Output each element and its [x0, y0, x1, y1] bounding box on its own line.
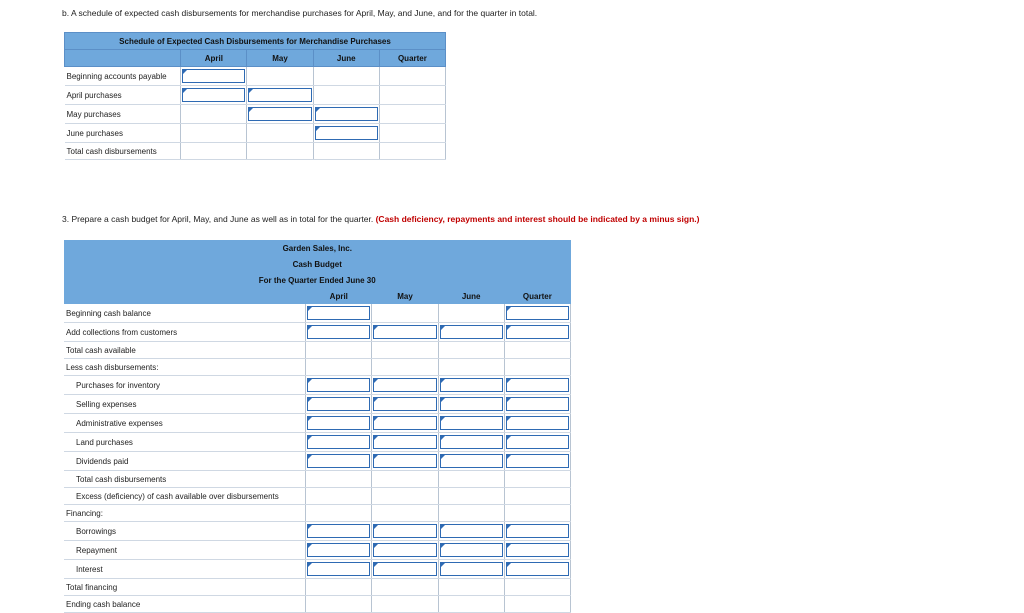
input-cell[interactable] — [373, 524, 436, 538]
row-label: Borrowings — [64, 522, 306, 541]
row-label: Total cash disbursements — [64, 471, 306, 488]
row-label: Excess (deficiency) of cash available over disbursements — [64, 488, 306, 505]
row-label: Total cash available — [64, 342, 306, 359]
input-cell[interactable] — [440, 524, 503, 538]
row-label: Purchases for inventory — [64, 376, 306, 395]
table-row — [64, 342, 571, 359]
input-cell[interactable] — [307, 416, 370, 430]
table-row — [64, 596, 571, 613]
input-cell[interactable] — [315, 107, 378, 121]
table-row — [64, 414, 571, 433]
col-header-may: May — [247, 50, 313, 67]
table-row — [65, 86, 446, 105]
input-cell[interactable] — [440, 435, 503, 449]
input-cell[interactable] — [440, 325, 503, 339]
col-header-may: May — [372, 288, 438, 304]
table-row — [65, 124, 446, 143]
row-label: Land purchases — [64, 433, 306, 452]
row-label: Add collections from customers — [64, 323, 306, 342]
input-cell[interactable] — [373, 435, 436, 449]
table-row — [64, 359, 571, 376]
input-cell[interactable] — [373, 325, 436, 339]
input-cell[interactable] — [307, 543, 370, 557]
input-cell[interactable] — [440, 378, 503, 392]
input-cell[interactable] — [440, 397, 503, 411]
input-cell[interactable] — [307, 524, 370, 538]
col-header-june: June — [438, 288, 504, 304]
row-label: Ending cash balance — [64, 596, 306, 613]
col-header-june: June — [313, 50, 379, 67]
table-row — [64, 376, 571, 395]
row-label: Total financing — [64, 579, 306, 596]
cash-budget-table — [64, 240, 571, 613]
table-row — [64, 304, 571, 323]
input-cell[interactable] — [373, 416, 436, 430]
row-label: Dividends paid — [64, 452, 306, 471]
table-row — [64, 452, 571, 471]
input-cell[interactable] — [373, 378, 436, 392]
disbursements-title: Schedule of Expected Cash Disbursements for Merchandise Purchases — [65, 33, 446, 50]
row-label: May purchases — [65, 105, 181, 124]
col-header-april: April — [181, 50, 247, 67]
input-cell[interactable] — [506, 543, 569, 557]
table-row — [65, 67, 446, 86]
table-row — [64, 395, 571, 414]
input-cell[interactable] — [248, 88, 311, 102]
input-cell[interactable] — [506, 562, 569, 576]
input-cell[interactable] — [248, 107, 311, 121]
part3-instruction — [62, 214, 699, 224]
table-row — [65, 143, 446, 160]
table-row — [65, 105, 446, 124]
table-row — [64, 488, 571, 505]
disbursements-schedule-table — [64, 32, 446, 160]
table-row — [64, 522, 571, 541]
part3-instruction-text: 3. Prepare a cash budget for April, May, and June as well as in total for the quarter. — [62, 214, 374, 224]
col-header-quarter: Quarter — [504, 288, 570, 304]
row-label: Selling expenses — [64, 395, 306, 414]
input-cell[interactable] — [506, 416, 569, 430]
input-cell[interactable] — [182, 88, 245, 102]
col-header-quarter: Quarter — [379, 50, 445, 67]
table-row — [64, 541, 571, 560]
input-cell[interactable] — [373, 543, 436, 557]
input-cell[interactable] — [506, 435, 569, 449]
row-label: Repayment — [64, 541, 306, 560]
input-cell[interactable] — [506, 378, 569, 392]
input-cell[interactable] — [440, 454, 503, 468]
row-label: June purchases — [65, 124, 181, 143]
input-cell[interactable] — [307, 454, 370, 468]
input-cell[interactable] — [506, 397, 569, 411]
header-blank — [65, 50, 181, 67]
input-cell[interactable] — [307, 325, 370, 339]
input-cell[interactable] — [373, 454, 436, 468]
input-cell[interactable] — [440, 416, 503, 430]
row-label: Total cash disbursements — [65, 143, 181, 160]
table-row — [64, 471, 571, 488]
input-cell[interactable] — [506, 524, 569, 538]
input-cell[interactable] — [440, 543, 503, 557]
input-cell[interactable] — [307, 435, 370, 449]
input-cell[interactable] — [506, 306, 569, 320]
input-cell[interactable] — [373, 562, 436, 576]
input-cell[interactable] — [307, 397, 370, 411]
table-row — [64, 505, 571, 522]
input-cell[interactable] — [307, 306, 370, 320]
input-cell[interactable] — [373, 397, 436, 411]
table-row — [64, 579, 571, 596]
table-row — [64, 323, 571, 342]
input-cell[interactable] — [506, 325, 569, 339]
row-label: Beginning accounts payable — [65, 67, 181, 86]
input-cell[interactable] — [307, 378, 370, 392]
row-label: Financing: — [64, 505, 306, 522]
budget-period: For the Quarter Ended June 30 — [64, 272, 571, 288]
input-cell[interactable] — [315, 126, 378, 140]
col-header-april: April — [306, 288, 372, 304]
input-cell[interactable] — [506, 454, 569, 468]
input-cell[interactable] — [307, 562, 370, 576]
input-cell[interactable] — [440, 562, 503, 576]
input-cell[interactable] — [182, 69, 245, 83]
budget-title: Cash Budget — [64, 256, 571, 272]
row-label: Beginning cash balance — [64, 304, 306, 323]
row-label: Interest — [64, 560, 306, 579]
table-row — [64, 433, 571, 452]
row-label: Less cash disbursements: — [64, 359, 306, 376]
row-label: April purchases — [65, 86, 181, 105]
table-row — [64, 560, 571, 579]
part-b-instruction: b. A schedule of expected cash disbursements for merchandise purchases for April, May, and June, and for the quarter in total. — [62, 8, 538, 18]
company-name: Garden Sales, Inc. — [64, 240, 571, 256]
part3-note: (Cash deficiency, repayments and interest should be indicated by a minus sign.) — [375, 214, 700, 224]
header-blank — [64, 288, 306, 304]
row-label: Administrative expenses — [64, 414, 306, 433]
